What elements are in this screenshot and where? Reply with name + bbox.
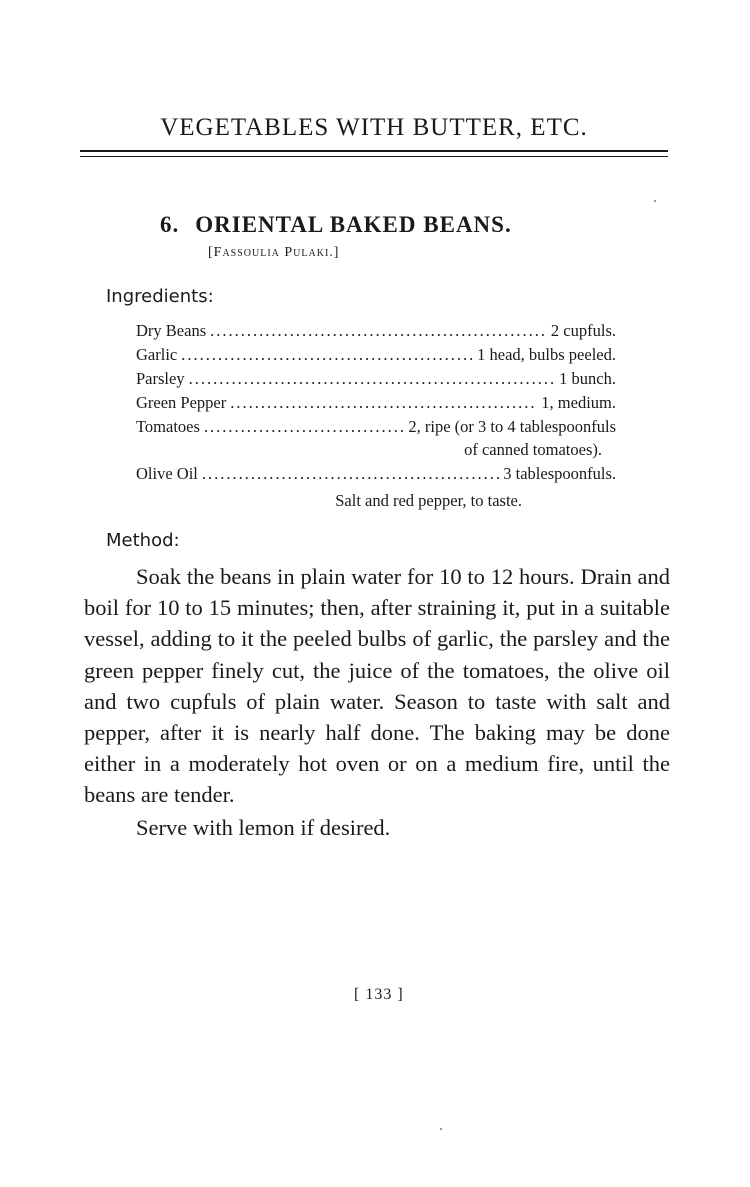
ingredient-quantity: 1, medium. [541,393,616,412]
ingredient-name: Garlic [136,345,178,364]
ingredient-row [136,391,616,415]
ingredient-quantity: 1 bunch. [559,369,616,388]
recipe-title [160,212,512,238]
running-head: VEGETABLES WITH BUTTER, ETC. [160,114,588,141]
leader-dots [204,415,404,439]
ingredient-row [136,319,616,343]
method-text [84,561,670,843]
header-rule-thin [80,156,668,157]
ingredient-row [136,343,616,367]
leader-dots [210,319,547,343]
leader-dots [202,462,499,486]
print-speck [654,200,656,202]
ingredient-row [136,462,616,486]
ingredients-heading: Ingredients: [106,286,214,307]
serving-note: Serve with lemon if desired. [136,814,391,840]
ingredient-name: Tomatoes [136,417,200,436]
recipe-name: ORIENTAL BAKED BEANS. [195,212,512,237]
ingredient-quantity: 2 cupfuls. [550,321,616,340]
ingredient-name: Parsley [136,369,185,388]
header-rule-thick [80,150,668,152]
ingredient-row [136,415,616,439]
leader-dots [181,343,473,367]
print-speck [440,1128,442,1130]
ingredient-name: Dry Beans [136,321,207,340]
leader-dots [189,367,556,391]
ingredient-quantity: 3 tablespoonfuls. [503,464,616,483]
recipe-subtitle: [Fassoulia Pulaki.] [208,245,340,260]
ingredient-row [136,367,616,391]
method-heading: Method: [106,530,180,551]
ingredients-list [136,319,616,513]
ingredient-quantity: 1 head, bulbs peeled. [477,345,616,364]
method-paragraph: Soak the beans in plain water for 10 to 12 hours. Drain and boil for 10 to 15 minutes; then, after straining it, put in a suitable vessel, adding to it the peeled bulbs of garlic, the parsley and the green pepper finely cut, the juice of the tomatoes, the olive oil and two cupfuls of plain water. Season to taste with salt and pepper, after it is nearly half done. The baking may be done either in a moderately hot oven or on a medium fire, until the beans are tender. [84,564,670,808]
page-number: [ 133 ] [354,986,404,1003]
seasoning-note: Salt and red pepper, to taste. [335,491,522,510]
ingredient-continuation: of canned tomatoes). [464,440,602,459]
ingredient-quantity: 2, ripe (or 3 to 4 tablespoonfuls [408,417,616,436]
recipe-number: 6. [160,212,180,237]
leader-dots [230,391,537,415]
ingredient-name: Green Pepper [136,393,227,412]
ingredient-name: Olive Oil [136,464,198,483]
